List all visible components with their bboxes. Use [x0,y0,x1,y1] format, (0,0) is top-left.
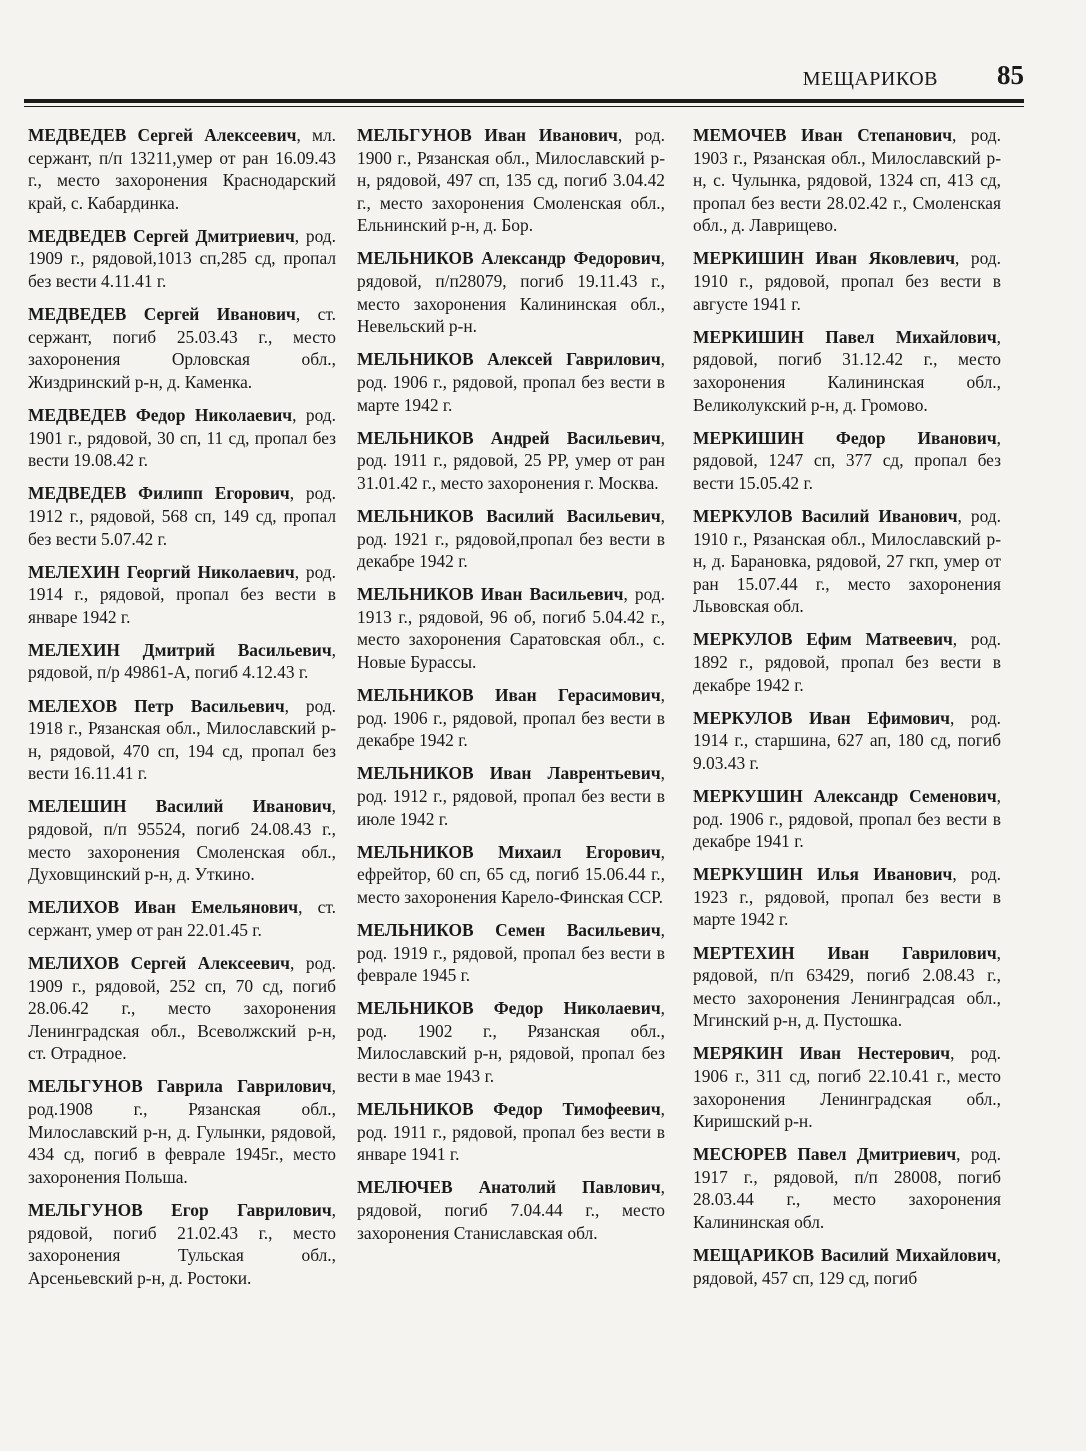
entry-text: , род. 1906 г., 311 сд, погиб 22.10.41 г., место захоронения Ленинградская обл., Киришский р-н. [693,1043,1002,1132]
entry [693,124,1001,237]
entry-text: , род. 1910 г., Рязанская обл., Милославский р-н, д. Барановка, рядовой, 27 гкп, умер от ран 15.07.44 г., место захоронения Львовская обл. [693,505,1002,617]
entry-text: , род. 1918 г., Рязанская обл., Милославский р-н, рядовой, 470 сп, 194 сд, пропал без вести 16.11.41 г. [28,695,336,784]
entry-text: , род.1908 г., Рязанская обл., Милославский р-н, д. Гулынки, рядовой, 434 сд, погиб в феврале 1945г., место захоронения Польша. [28,1076,336,1187]
entry-text: , род. 1911 г., рядовой, 25 РР, умер от ран 31.01.42 г., место захоронения г. Москва. [357,427,665,493]
entry [28,404,336,472]
entry [28,639,336,684]
entry [693,1042,1001,1132]
entry-text: , род. 1923 г., рядовой, пропал без вести в марте 1942 г. [693,864,1002,930]
entry-name: МЕРТЕХИН Иван Гаврилович [693,942,997,963]
header-rule-thick [24,99,1024,103]
entry [693,326,1001,416]
entry-name: МЕЛЮЧЕВ Анатолий Павлович [357,1177,661,1198]
entry [28,795,336,885]
entry [357,583,665,673]
entry-name: МЕЛЬНИКОВ Иван Лаврентьевич [357,763,661,784]
running-title: МЕЩАРИКОВ [802,68,938,90]
entry-text: , рядовой, погиб 21.02.43 г., место захоронения Тульская обл., Арсеньевский р-н, д. Ростоки. [28,1199,336,1288]
entry-name: МЕЛЬНИКОВ Федор Николаевич [357,998,661,1019]
entry [357,427,665,495]
entry [357,997,665,1087]
entry-text: , род. 1892 г., рядовой, пропал без вести в декабре 1942 г. [693,629,1001,695]
entry-name: МЕРКУЛОВ Ефим Матвеевич [693,629,953,650]
entry [357,762,665,830]
entry-name: МЕЛЬНИКОВ Иван Васильевич [357,584,624,605]
entry-text: , род. 1911 г., рядовой, пропал без вести в январе 1941 г. [357,1099,665,1165]
entry-name: МЕДВЕДЕВ Федор Николаевич [28,405,293,426]
entry-text: , мл. сержант, п/п 13211,умер от ран 16.09.43 г., место захоронения Краснодарский край, с. Кабардинка. [28,125,336,213]
entry [693,785,1001,853]
entry-name: МЕРКИШИН Иван Яковлевич [693,248,956,269]
entry-text: , род. 1917 г., рядовой, п/п 28008, погиб 28.03.44 г., место захоронения Калининская обл. [693,1144,1001,1233]
entry [28,896,336,941]
entry-name: МЕРКУШИН Александр Семенович [693,785,997,806]
column-1 [28,124,336,1300]
entry-text: , род. 1919 г., рядовой, пропал без вести в феврале 1945 г. [357,919,665,986]
entry-name: МЕЛЕХИН Дмитрий Васильевич [28,639,332,660]
entry-name: МЕДВЕДЕВ Сергей Алексеевич [28,125,297,145]
entry [28,952,336,1065]
entry-name: МЕЛЬНИКОВ Александр Федорович [357,248,661,269]
entry-text: , род. 1912 г., рядовой, пропал без вести в июле 1942 г. [357,763,665,829]
entry [28,124,336,214]
entry-text: , род. 1913 г., рядовой, 96 об, погиб 5.04.42 г., место захоронения Саратовская обл., с. Новые Бурассы. [357,584,666,672]
entry [357,684,665,752]
page-number: 85 [997,60,1024,90]
entry-name: МЕЛЬНИКОВ Федор Тимофеевич [357,1099,661,1120]
entry [357,505,665,573]
entry [693,863,1001,931]
entry-text: , рядовой, п/п28079, погиб 19.11.43 г., место захоронения Калининская обл., Невельский р-н. [357,248,665,337]
entry-text: , рядовой, п/р 49861-А, погиб 4.12.43 г. [28,639,336,683]
entry [693,707,1001,775]
entry-name: МЕЛЕШИН Василий Иванович [28,796,332,817]
entry-text: , род. 1901 г., рядовой, 30 сп, 11 сд, пропал без вести 19.08.42 г. [28,405,337,471]
entry [28,1075,336,1188]
entry-name: МЕЛЬНИКОВ Семен Васильевич [357,919,661,940]
entry [693,1143,1001,1233]
entry [357,919,665,987]
entry-name: МЕЛЕХОВ Петр Васильевич [28,695,285,716]
entry-name: МЕРКИШИН Федор Иванович [693,427,997,448]
entry-name: МЕДВЕДЕВ Сергей Дмитриевич [28,225,295,246]
entry [28,695,336,785]
entry [357,1098,665,1166]
entry-text: , род. 1914 г., рядовой, пропал без вести в январе 1942 г. [28,561,337,627]
entry-name: МЕЛЬНИКОВ Андрей Васильевич [357,427,661,448]
entry-name: МЕДВЕДЕВ Сергей Иванович [28,304,296,325]
entry [693,942,1001,1032]
entry-text: , рядовой, 1247 сп, 377 сд, пропал без вести 15.05.42 г. [693,427,1001,493]
entry-text: , ефрейтор, 60 сп, 65 сд, погиб 15.06.44 г., место захоронения Карело-Финская ССР. [357,841,665,907]
entry [357,841,665,909]
entry-name: МЕРЯКИН Иван Нестерович [693,1043,951,1064]
entry-name: МЕРКУЛОВ Иван Ефимович [693,707,950,728]
entry-name: МЕЛЬНИКОВ Василий Васильевич [357,505,661,526]
entry-text: , род. 1903 г., Рязанская обл., Милославский р-н, с. Чулынка, рядовой, 1324 сп, 413 сд, пропал без вести 28.02.42 г., Смоленская обл., д. Лаврищево. [693,125,1001,236]
entry [28,303,336,393]
entry-name: МЕРКИШИН Павел Михайлович [693,326,997,347]
entry-text: , рядовой, 457 сп, 129 сд, погиб [693,1245,1001,1288]
entry-text: , род. 1914 г., старшина, 627 ап, 180 сд, погиб 9.03.43 г. [693,707,1002,773]
entry-text: , рядовой, погиб 7.04.44 г., место захоронения Станиславская обл. [357,1177,665,1243]
entry [693,1244,1001,1289]
entry [357,247,665,337]
entry-text: , род. 1906 г., рядовой, пропал без вести в декабре 1942 г. [357,685,665,751]
entry [357,124,665,237]
entry-name: МЕЛИХОВ Сергей Алексеевич [28,953,290,973]
entry-name: МЕЛЬГУНОВ Егор Гаврилович [28,1199,332,1220]
page-header [24,58,1024,98]
entry [28,482,336,550]
entry-text: , рядовой, п/п 95524, погиб 24.08.43 г., место захоронения Смоленская обл., Духовщинский р-н, д. Уткино. [28,796,336,885]
entry-name: МЕЩАРИКОВ Василий Михайлович [693,1245,997,1266]
column-2 [357,124,665,1255]
entry-text: , род. 1909 г., рядовой,1013 сп,285 сд, пропал без вести 4.11.41 г. [28,225,336,292]
column-3 [693,124,1001,1300]
entry-text: , род. 1906 г., рядовой, пропал без вести в марте 1942 г. [357,349,665,415]
entry-text: , ст. сержант, погиб 25.03.43 г., место захоронения Орловская обл., Жиздринский р-н, д. Каменка. [28,304,336,392]
entry-text: , рядовой, п/п 63429, погиб 2.08.43 г., место захоронения Ленинградсая обл., Мгинский р-н, д. Пустошка. [693,942,1001,1031]
entry-text: , род. 1906 г., рядовой, пропал без вести в декабре 1941 г. [693,785,1001,852]
header-rule-thin [24,106,1024,107]
entry-text: , род. 1912 г., рядовой, 568 сп, 149 сд, пропал без вести 5.07.42 г. [28,483,336,549]
entry-name: МЕЛЬГУНОВ Иван Иванович [357,125,618,145]
entry-name: МЕДВЕДЕВ Филипп Егорович [28,483,290,504]
entry-text: , род. 1900 г., Рязанская обл., Милославский р-н, рядовой, 497 сп, 135 сд, погиб 3.04.42 г., место захоронения Смоленская обл., Ельнинский р-н, д. Бор. [357,125,666,236]
entry [357,1176,665,1244]
entry-text: , род. 1902 г., Рязанская обл., Милославский р-н, рядовой, пропал без вести в мае 1943 г. [357,998,665,1086]
entry [693,427,1001,495]
entry [28,225,336,293]
entry-name: МЕЛИХОВ Иван Емельянович [28,897,299,918]
entry-text: , рядовой, погиб 31.12.42 г., место захоронения Калининская обл., Великолукский р-н, д. Громово. [693,326,1001,415]
entry-text: , род. 1921 г., рядовой,пропал без вести в декабре 1942 г. [357,505,665,572]
entry [693,505,1001,618]
entry-text: , род. 1910 г., рядовой, пропал без вести в августе 1941 г. [693,248,1001,314]
entry-text: , род. 1909 г., рядовой, 252 сп, 70 сд, погиб 28.06.42 г., место захоронения Ленинградская обл., Всеволжский р-н, ст. Отрадное. [28,953,337,1064]
entry-name: МЕРКУШИН Илья Иванович [693,864,953,885]
entry-name: МЕЛЬНИКОВ Алексей Гаврилович [357,349,661,370]
entry [693,628,1001,696]
entry-name: МЕСЮРЕВ Павел Дмитриевич [693,1144,957,1165]
entry-name: МЕЛЬГУНОВ Гаврила Гаврилович [28,1076,332,1097]
entry [693,247,1001,315]
entry [28,1199,336,1289]
entry-name: МЕЛЕХИН Георгий Николаевич [28,561,295,582]
entry-name: МЕМОЧЕВ Иван Степанович [693,125,953,145]
entry [357,348,665,416]
entry-name: МЕЛЬНИКОВ Иван Герасимович [357,685,661,706]
entry-name: МЕЛЬНИКОВ Михаил Егорович [357,841,661,862]
entry-name: МЕРКУЛОВ Василий Иванович [693,505,958,526]
entry-text: , ст. сержант, умер от ран 22.01.45 г. [28,897,336,940]
entry [28,561,336,629]
